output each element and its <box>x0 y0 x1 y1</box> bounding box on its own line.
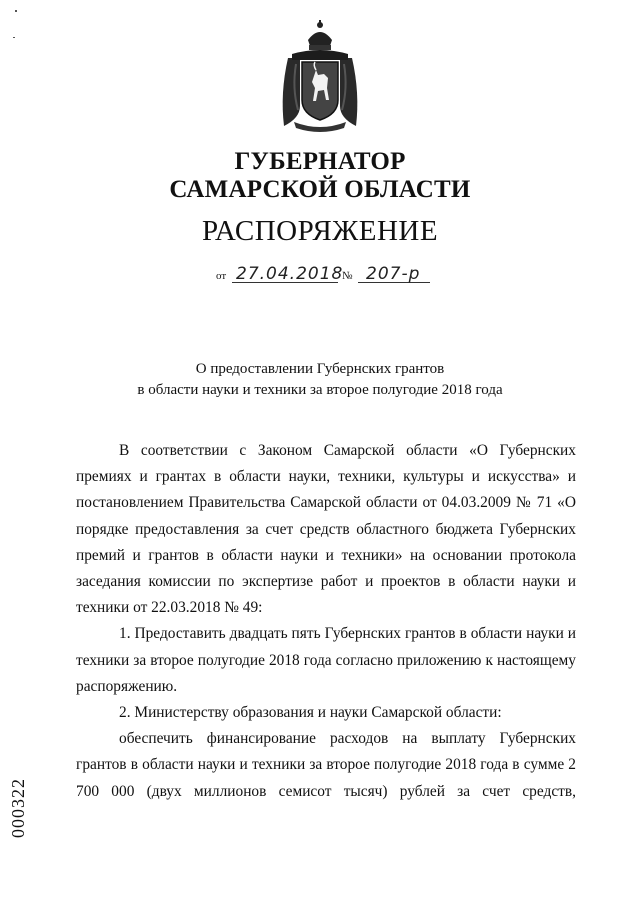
subject-line: в области науки и техники за второе полугодие 2018 года <box>137 382 503 398</box>
scan-speck <box>15 10 17 12</box>
page-serial-number: 000322 <box>8 778 28 838</box>
coat-of-arms-icon <box>270 18 370 136</box>
date-value: 27.04.2018 <box>236 264 344 284</box>
document-body <box>76 438 576 805</box>
document-type: РАСПОРЯЖЕНИЕ <box>201 215 439 247</box>
issuer-title: ГУБЕРНАТОР <box>234 148 406 175</box>
scan-speck <box>13 37 15 38</box>
date-prefix: от <box>216 270 227 282</box>
date-number-line <box>210 258 450 286</box>
body-paragraph: 2. Министерству образования и науки Самарской области: <box>119 704 502 722</box>
number-value: 207-р <box>366 264 421 284</box>
issuer-region: САМАРСКОЙ ОБЛАСТИ <box>169 176 471 203</box>
body-paragraph: 1. Предоставить двадцать пять Губернских грантов в области науки и техники за второе полугодие 2018 года согласно приложению к настоящему распоряжению. <box>76 625 576 695</box>
document-subject <box>0 359 640 401</box>
subject-line: О предоставлении Губернских грантов <box>195 361 445 377</box>
body-paragraph: В соответствии с Законом Самарской области «О Губернских премиях и грантах в области науки, техники, культуры и искусства» и постановлением Правительства Самарской области от 04.03.2009 № 71 «О порядке предоставления за счет средств областного бюджета Губернских премий и грантов в области науки и техники» на основании протокола заседания комиссии по экспертизе работ и проектов в области науки и техники от 22.03.2018 № 49: <box>76 442 576 617</box>
number-prefix: № <box>342 270 353 282</box>
body-paragraph: обеспечить финансирование расходов на выплату Губернских грантов в области науки и техники за второе полугодие 2018 года в сумме 2 700 000 (двух миллионов семисот тысяч) рублей за счет средств, <box>76 730 576 800</box>
